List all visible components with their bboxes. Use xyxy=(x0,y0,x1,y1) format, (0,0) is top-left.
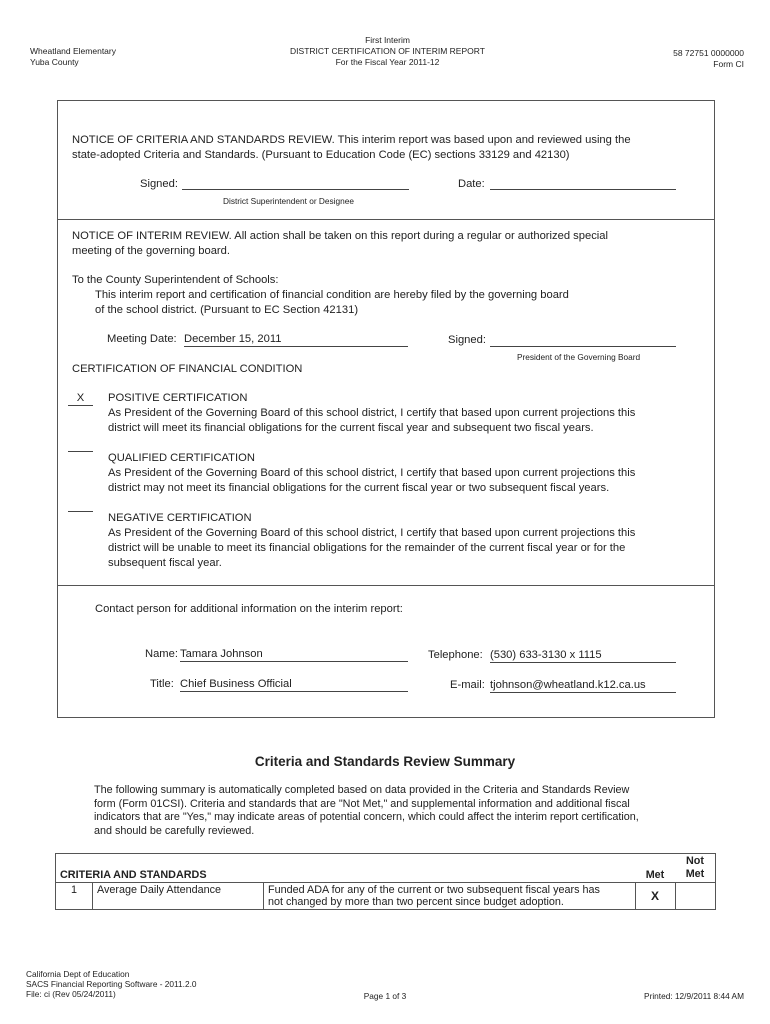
qualified-certification xyxy=(108,451,635,496)
criteria-notice-line: NOTICE OF CRITERIA AND STANDARDS REVIEW. This interim report was based upon and reviewed using the xyxy=(72,134,631,146)
footer-line: File: ci (Rev 05/24/2011) xyxy=(26,989,116,999)
district-name: Wheatland Elementary xyxy=(30,46,116,56)
not-met-header xyxy=(675,854,716,883)
filing-statement-line: of the school district. (Pursuant to EC Section 42131) xyxy=(95,304,359,316)
contact-intro: Contact person for additional information on the interim report: xyxy=(95,603,403,615)
certification-title: NEGATIVE CERTIFICATION xyxy=(108,512,252,524)
meeting-date-field[interactable]: December 15, 2011 xyxy=(184,332,408,347)
criteria-notice-line: state-adopted Criteria and Standards. (Pursuant to Education Code (EC) sections 33129 and 42130) xyxy=(72,149,570,161)
president-signature-line[interactable] xyxy=(490,346,676,347)
signer-caption: District Superintendent or Designee xyxy=(223,196,354,206)
criteria-description xyxy=(264,883,636,910)
report-header-line1: First Interim xyxy=(365,35,410,45)
form-id xyxy=(673,48,744,70)
certification-text: subsequent fiscal year. xyxy=(108,557,222,569)
certification-text: district will be unable to meet its financial obligations for the remainder of the current fiscal year or for the xyxy=(108,542,626,554)
section-divider xyxy=(57,219,715,220)
report-title: DISTRICT CERTIFICATION OF INTERIM REPORT xyxy=(290,46,485,56)
met-header: Met xyxy=(635,854,675,883)
signer-caption: President of the Governing Board xyxy=(517,352,641,362)
printed-timestamp: Printed: 12/9/2011 8:44 AM xyxy=(644,991,744,1001)
footer-line: SACS Financial Reporting Software - 2011.2.0 xyxy=(26,979,197,989)
interim-notice xyxy=(72,229,608,259)
county-name: Yuba County xyxy=(30,57,79,67)
footer-line: California Dept of Education xyxy=(26,969,130,979)
filing-statement-line: This interim report and certification of financial condition are hereby filed by the governing board xyxy=(95,289,569,301)
certification-text: district may not meet its financial obligations for the current fiscal year or two subsequent fiscal years. xyxy=(108,482,610,494)
signed-label: Signed: xyxy=(140,178,178,190)
telephone-label: Telephone: xyxy=(428,649,483,661)
positive-certification xyxy=(108,391,635,436)
criteria-description-line: not changed by more than two percent since budget adoption. xyxy=(268,896,564,908)
signed-label: Signed: xyxy=(448,334,486,346)
summary-line: and should be carefully reviewed. xyxy=(94,824,255,837)
contact-title-field[interactable]: Chief Business Official xyxy=(180,677,408,692)
summary-line: indicators that are "Yes," may indicate areas of potential concern, which could affect the interim report certification, xyxy=(94,811,639,823)
not-met-cell xyxy=(675,883,716,910)
date-line[interactable] xyxy=(490,189,676,190)
contact-name-field[interactable]: Tamara Johnson xyxy=(180,647,408,662)
criteria-description-line: Funded ADA for any of the current or two subsequent fiscal years has xyxy=(268,884,600,896)
criteria-notice xyxy=(72,133,631,163)
certification-heading: CERTIFICATION OF FINANCIAL CONDITION xyxy=(72,363,303,375)
negative-certification xyxy=(108,511,635,571)
interim-notice-line: meeting of the governing board. xyxy=(72,245,230,257)
summary-heading: Criteria and Standards Review Summary xyxy=(254,754,516,769)
summary-description xyxy=(94,784,639,838)
table-row xyxy=(56,883,716,910)
certification-text: As President of the Governing Board of this school district, I certify that based upon current projections this xyxy=(108,527,636,539)
not-met-header-line: Met xyxy=(685,868,705,880)
table-header-row xyxy=(56,854,716,883)
certification-title: QUALIFIED CERTIFICATION xyxy=(108,452,255,464)
filing-statement xyxy=(95,288,569,318)
superintendent-signature-line[interactable] xyxy=(182,189,409,190)
criteria-number: 1 xyxy=(56,883,93,910)
certification-text: district will meet its financial obligations for the current fiscal year and subsequent two fiscal years. xyxy=(108,422,594,434)
email-field[interactable]: tjohnson@wheatland.k12.ca.us xyxy=(490,678,676,693)
name-label: Name: xyxy=(145,648,178,660)
section-divider xyxy=(57,585,715,586)
certification-title: POSITIVE CERTIFICATION xyxy=(108,392,248,404)
telephone-field[interactable]: (530) 633-3130 x 1115 xyxy=(490,648,676,663)
certification-text: As President of the Governing Board of this school district, I certify that based upon current projections this xyxy=(108,407,636,419)
email-label: E-mail: xyxy=(450,679,485,691)
form-label: Form CI xyxy=(713,59,744,69)
to-line: To the County Superintendent of Schools: xyxy=(72,274,279,286)
summary-line: form (Form 01CSI). Criteria and standards that are "Not Met," and supplemental information and additional fiscal xyxy=(94,797,630,810)
summary-line: The following summary is automatically completed based on data provided in the Criteria and Standards Review xyxy=(94,784,630,796)
met-cell: X xyxy=(635,883,675,910)
footer-source xyxy=(26,969,196,999)
page-number: Page 1 of 3 xyxy=(363,991,407,1001)
meeting-date-label: Meeting Date: xyxy=(107,333,177,345)
district-code: 58 72751 0000000 xyxy=(673,48,744,58)
criteria-header: CRITERIA AND STANDARDS xyxy=(56,854,636,883)
date-label: Date: xyxy=(458,178,485,190)
report-header xyxy=(230,35,545,68)
not-met-header-line: Not xyxy=(686,855,704,867)
criteria-table xyxy=(55,853,716,910)
certification-text: As President of the Governing Board of this school district, I certify that based upon current projections this xyxy=(108,467,636,479)
fiscal-year: For the Fiscal Year 2011-12 xyxy=(335,57,440,67)
criteria-name: Average Daily Attendance xyxy=(93,883,264,910)
qualified-checkbox[interactable] xyxy=(68,451,93,452)
negative-checkbox[interactable] xyxy=(68,511,93,512)
positive-checkbox[interactable]: X xyxy=(68,391,93,406)
title-label: Title: xyxy=(150,678,174,690)
interim-notice-line: NOTICE OF INTERIM REVIEW. All action shall be taken on this report during a regular or authorized special xyxy=(72,230,608,242)
